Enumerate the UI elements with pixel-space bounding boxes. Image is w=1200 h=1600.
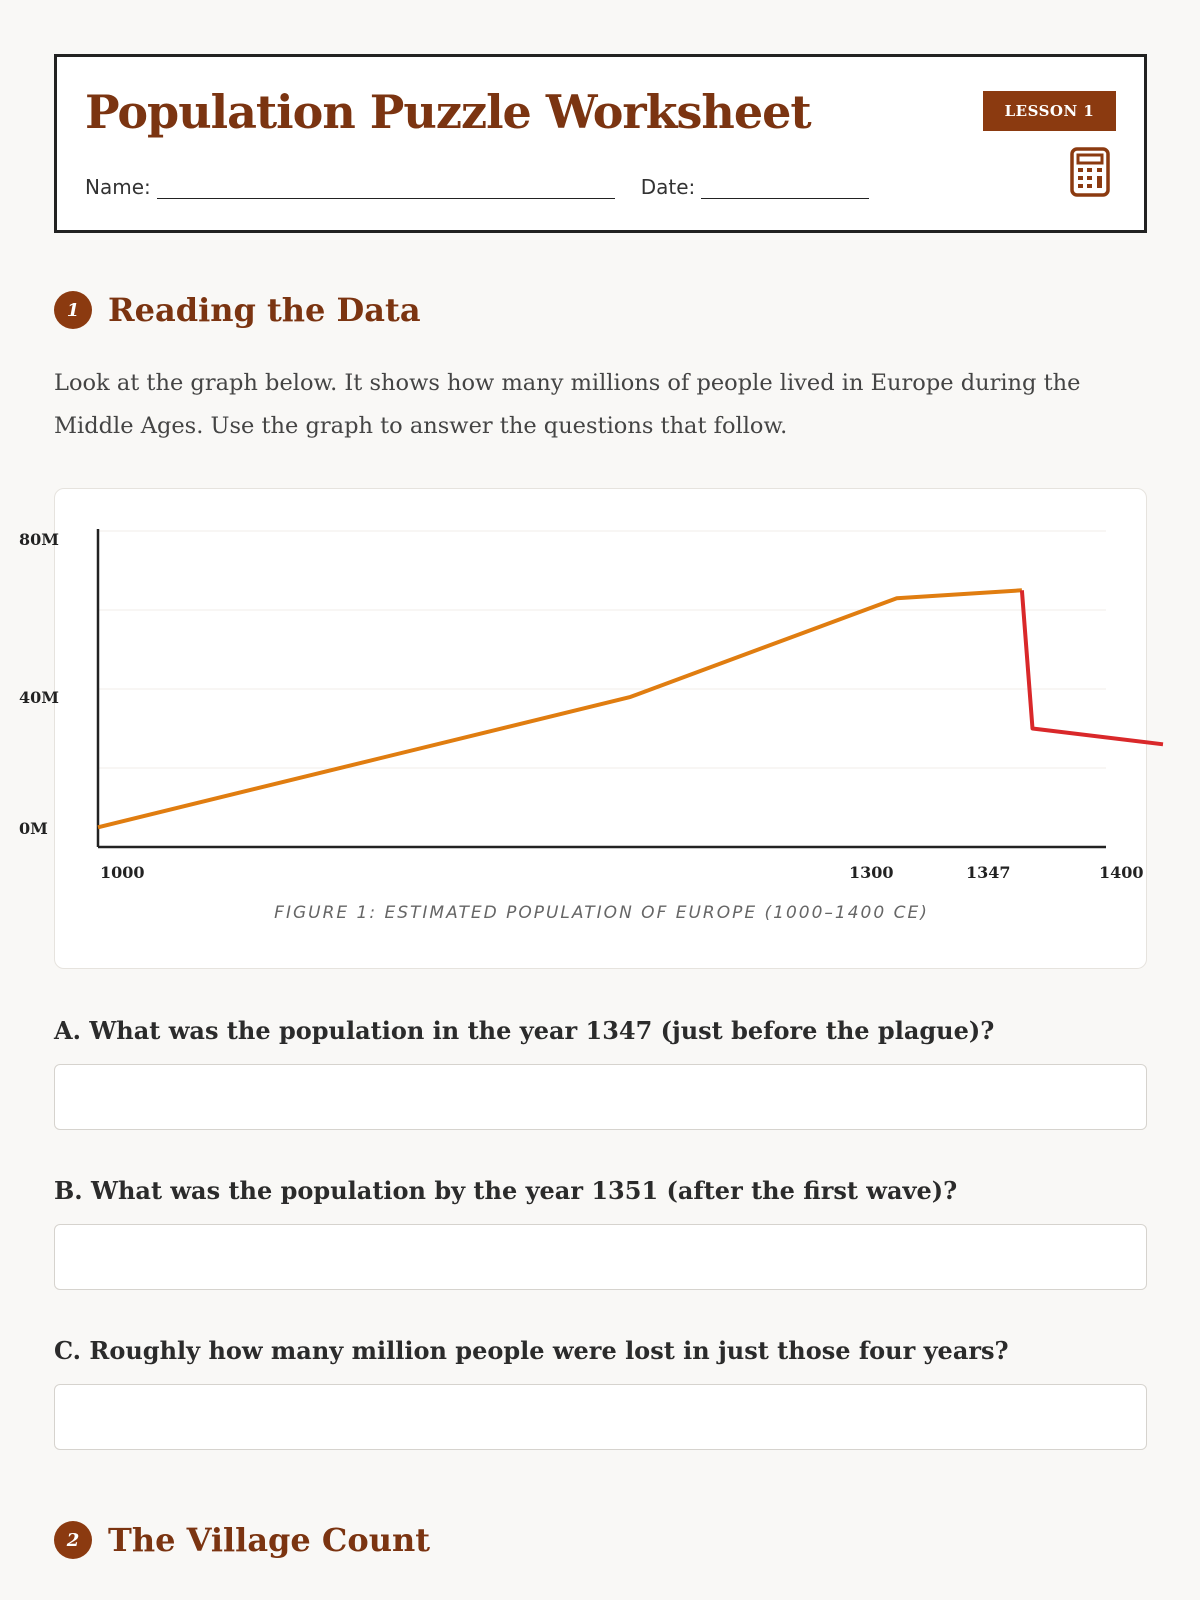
answer-c-input[interactable]	[54, 1384, 1147, 1450]
y-tick-label: 0M	[19, 819, 48, 838]
section-1-number: 1	[54, 291, 92, 329]
question-c: C. Roughly how many million people were lost in just those four years?	[54, 1336, 1009, 1365]
student-fields	[85, 175, 869, 199]
question-a: A. What was the population in the year 1347 (just before the plague)?	[54, 1016, 995, 1045]
answer-a-input[interactable]	[54, 1064, 1147, 1130]
worksheet-title: Population Puzzle Worksheet	[85, 85, 811, 139]
calculator-icon	[1070, 147, 1110, 197]
date-label: Date:	[640, 175, 696, 199]
x-tick-label: 1400	[1099, 863, 1144, 882]
series-line-growth	[98, 590, 1022, 827]
section-2-title: The Village Count	[108, 1521, 431, 1559]
worksheet-header	[54, 54, 1147, 233]
answer-b-input[interactable]	[54, 1224, 1147, 1290]
section-2-number: 2	[54, 1521, 92, 1559]
x-tick-label: 1000	[100, 863, 145, 882]
chart-caption: FIGURE 1: ESTIMATED POPULATION OF EUROPE (1000–1400 CE)	[274, 903, 929, 923]
question-b: B. What was the population by the year 1351 (after the first wave)?	[54, 1176, 958, 1205]
name-label: Name:	[85, 175, 151, 199]
name-field[interactable]	[157, 177, 615, 199]
x-tick-label: 1347	[966, 863, 1011, 882]
y-tick-label: 80M	[19, 530, 59, 549]
lesson-badge: LESSON 1	[983, 91, 1116, 131]
population-chart	[19, 489, 1148, 970]
intro-text: Look at the graph below. It shows how many millions of people lived in Europe during the Middle Ages. Use the graph to answer the questions that follow.	[54, 370, 1081, 439]
date-field[interactable]	[701, 177, 869, 199]
section-1-title: Reading the Data	[108, 291, 421, 329]
chart-card	[19, 488, 1147, 969]
section-2-heading	[54, 1521, 430, 1559]
y-tick-label: 40M	[19, 688, 59, 707]
series-line-plague	[1022, 590, 1163, 744]
section-1-heading	[54, 291, 421, 329]
x-tick-label: 1300	[849, 863, 894, 882]
